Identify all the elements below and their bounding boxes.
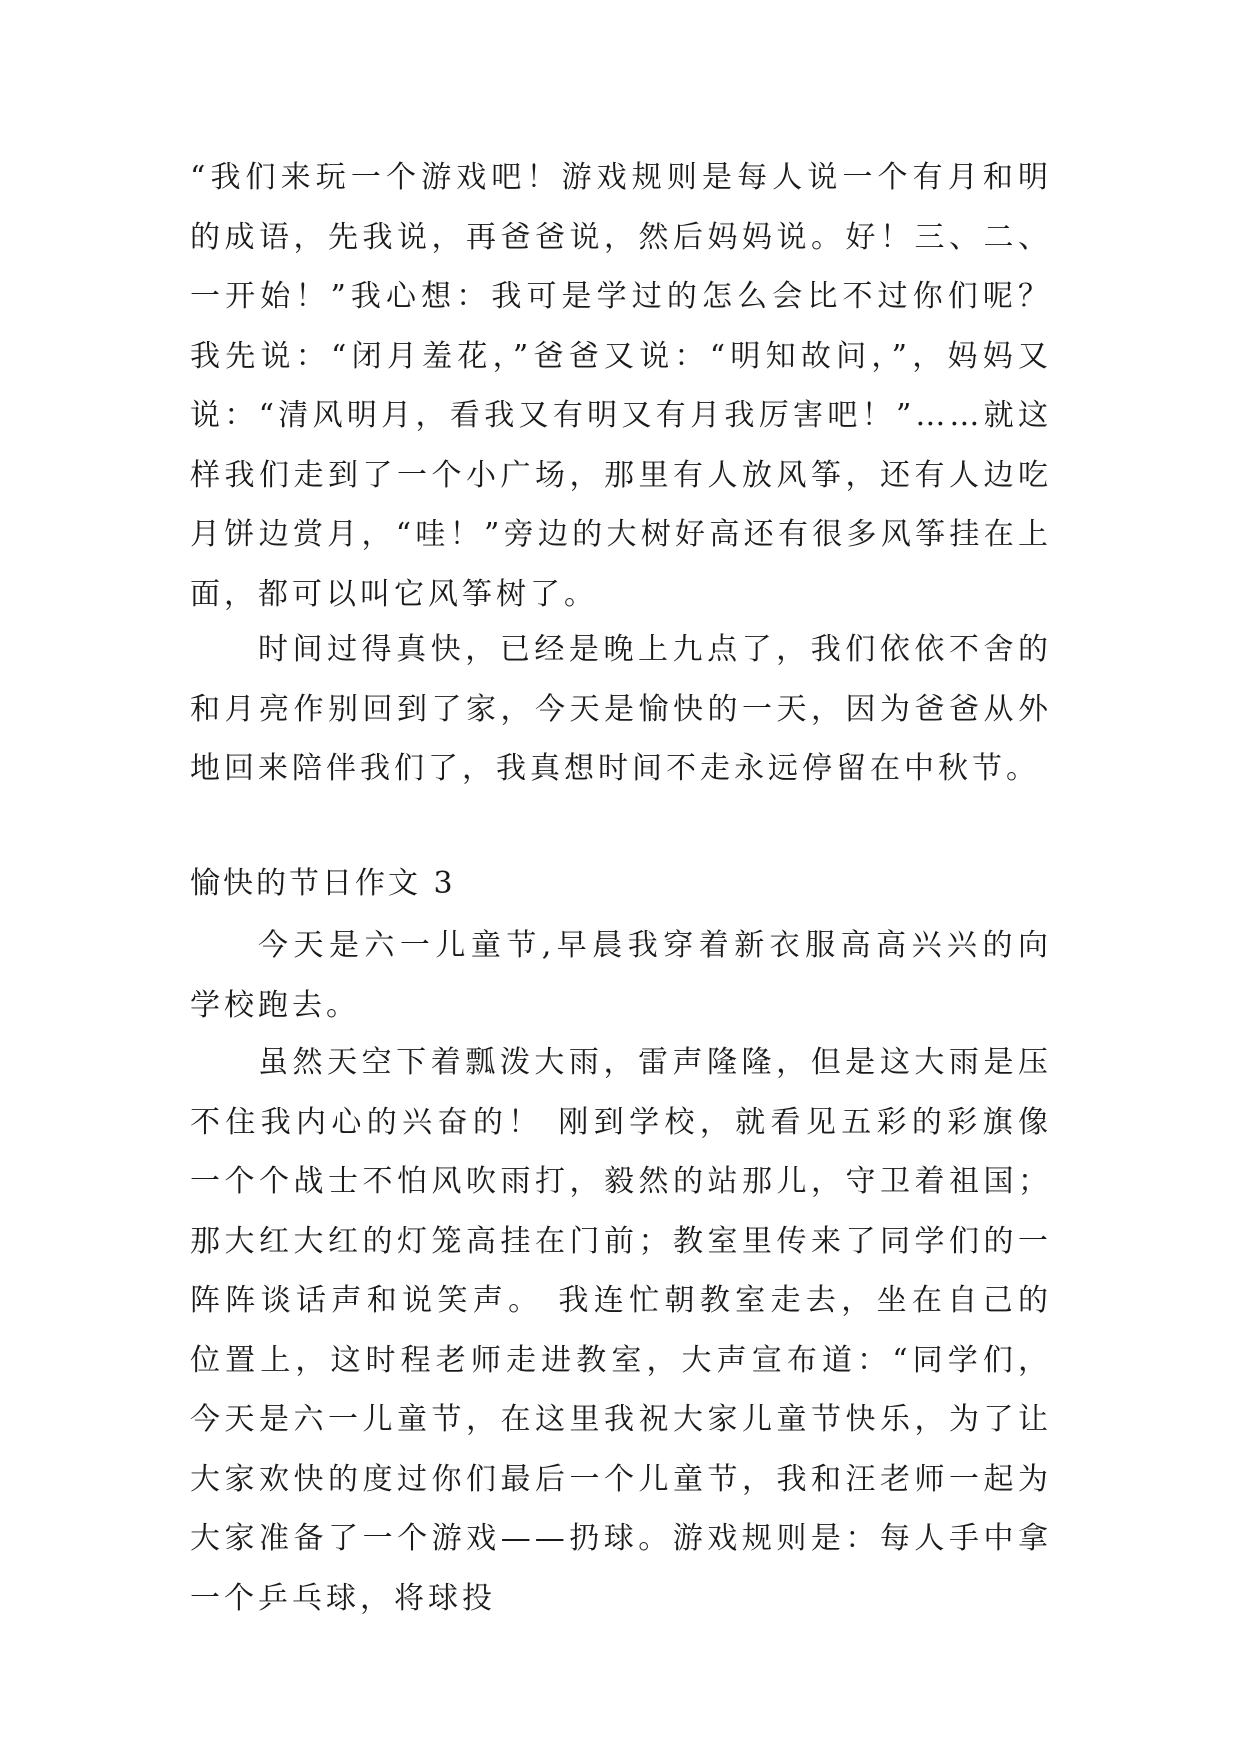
section-title-text: 愉快的节日作文 3 xyxy=(190,866,456,901)
section-title xyxy=(190,860,456,908)
paragraph-text: 虽然天空下着瓢泼大雨，雷声隆隆，但是这大雨是压不住我内心的兴奋的！ 刚到学校，就看见五彩的彩旗像一个个战士不怕风吹雨打，毅然的站那儿，守卫着祖国；那大红大红的灯笼高挂在门前；教室里传来了同学们的一阵阵谈话声和说笑声。 我连忙朝教室走去，坐在自己的位置上，这时程老师走进教室，大声宣布道：“同学们，今天是六一儿童节，在这里我祝大家儿童节快乐，为了让大家欢快的度过你们最后一个儿童节，我和汪老师一起为大家准备了一个游戏——扔球。游戏规则是：每人手中拿一个乒乓球，将球投 xyxy=(190,1045,1052,1616)
paragraph-continued xyxy=(190,148,1052,624)
paragraph-rain xyxy=(190,1033,1052,1628)
paragraph-childrens-day xyxy=(190,916,1052,1035)
paragraph-text: 时间过得真快，已经是晚上九点了，我们依依不舍的和月亮作别回到了家，今天是愉快的一天，因为爸爸从外地回来陪伴我们了，我真想时间不走永远停留在中秋节。 xyxy=(190,632,1052,786)
paragraph-text: “我们来玩一个游戏吧！游戏规则是每人说一个有月和明的成语，先我说，再爸爸说，然后妈妈说。好！三、二、一开始！”我心想：我可是学过的怎么会比不过你们呢？我先说：“闭月羞花，”爸爸又说：“明知故问，”，妈妈又说：“清风明月，看我又有明又有月我厉害吧！”……就这样我们走到了一个小广场，那里有人放风筝，还有人边吃月饼边赏月，“哇！”旁边的大树好高还有很多风筝挂在上面，都可以叫它风筝树了。 xyxy=(190,160,1052,612)
paragraph-text: 今天是六一儿童节,早晨我穿着新衣服高高兴兴的向学校跑去。 xyxy=(190,928,1052,1023)
paragraph-evening xyxy=(190,620,1052,799)
